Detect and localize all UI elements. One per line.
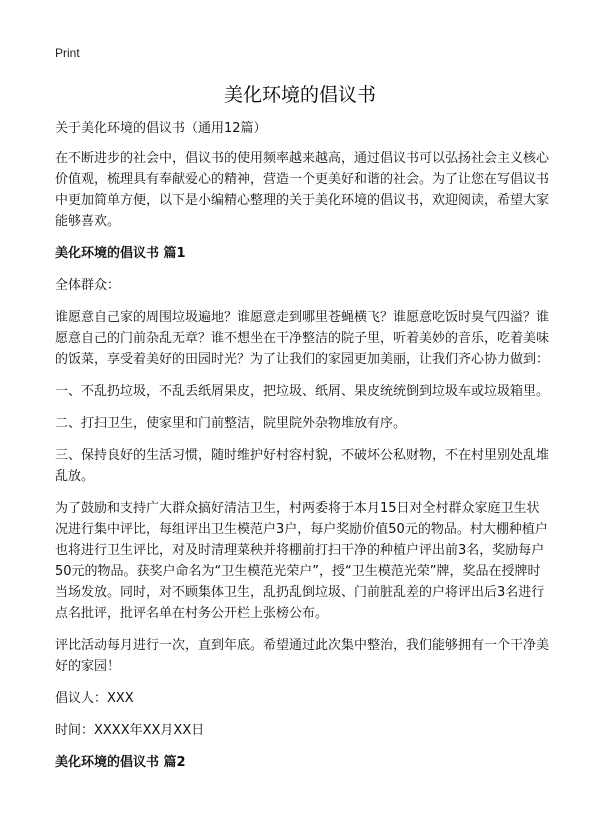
body-paragraph: 评比活动每月进行一次，直到年底。希望通过此次集中整治，我们能够拥有一个干净美好的家园！ — [55, 638, 550, 674]
date-line: 时间：XXXX年XX月XX日 — [55, 723, 205, 738]
section-heading-1: 美化环境的倡议书 篇1 — [55, 246, 186, 261]
document-body — [55, 118, 551, 784]
body-paragraph: 谁愿意自己家的周围垃圾遍地？谁愿意走到哪里苍蝇横飞？谁愿意吃饭时臭气四溢？谁愿意自己的门前杂乱无章？谁不想坐在干净整洁的院子里，听着美妙的音乐，吃着美味的饭菜，享受着美好的田园时光？为了让我们的家园更加美丽，让我们齐心协力做到： — [55, 310, 550, 367]
greeting: 全体群众： — [55, 278, 121, 293]
section-heading-2: 美化环境的倡议书 篇2 — [55, 755, 186, 770]
body-paragraph: 二、打扫卫生，使家里和门前整洁，院里院外杂物堆放有序。 — [55, 416, 407, 431]
body-paragraph: 一、不乱扔垃圾，不乱丢纸屑果皮，把垃圾、纸屑、果皮统统倒到垃圾车或垃圾箱里。 — [55, 384, 550, 399]
body-paragraph: 三、保持良好的生活习惯，随时维护好村容村貌，不破坏公私财物，不在村里别处乱堆乱放。 — [55, 448, 550, 484]
print-link[interactable]: Print — [55, 46, 80, 60]
intro-paragraph: 在不断进步的社会中，倡议书的使用频率越来越高，通过倡议书可以弘扬社会主义核心价值观，梳理具有奉献爱心的精神，营造一个更美好和谐的社会。为了让您在写倡议书中更加简单方便，以下是小编精心整理的关于美化环境的倡议书，欢迎阅读，希望大家能够喜欢。 — [55, 151, 550, 229]
document-subtitle: 关于美化环境的倡议书（通用12篇） — [55, 121, 267, 136]
page-title: 美化环境的倡议书 — [223, 84, 376, 106]
body-paragraph: 为了鼓励和支持广大群众搞好清洁卫生，村两委将于本月15日对全村群众家庭卫生状况进行集中评比，每组评出卫生模范户3户，每户奖励价值50元的物品。村大棚种植户也将进行卫生评比，对及时清理菜秧并将棚前打扫干净的种植户评出前3名，奖励每户50元的物品。获奖户命名为“卫生模范光荣户”，授“卫生模范光荣”牌，奖品在授牌时当场发放。同时，对不顾集体卫生，乱扔乱倒垃圾、门前脏乱差的户将评出后3名进行点名批评，批评名单在村务公开栏上张榜公布。 — [55, 501, 548, 621]
signer-line: 倡议人：XXX — [55, 691, 134, 706]
